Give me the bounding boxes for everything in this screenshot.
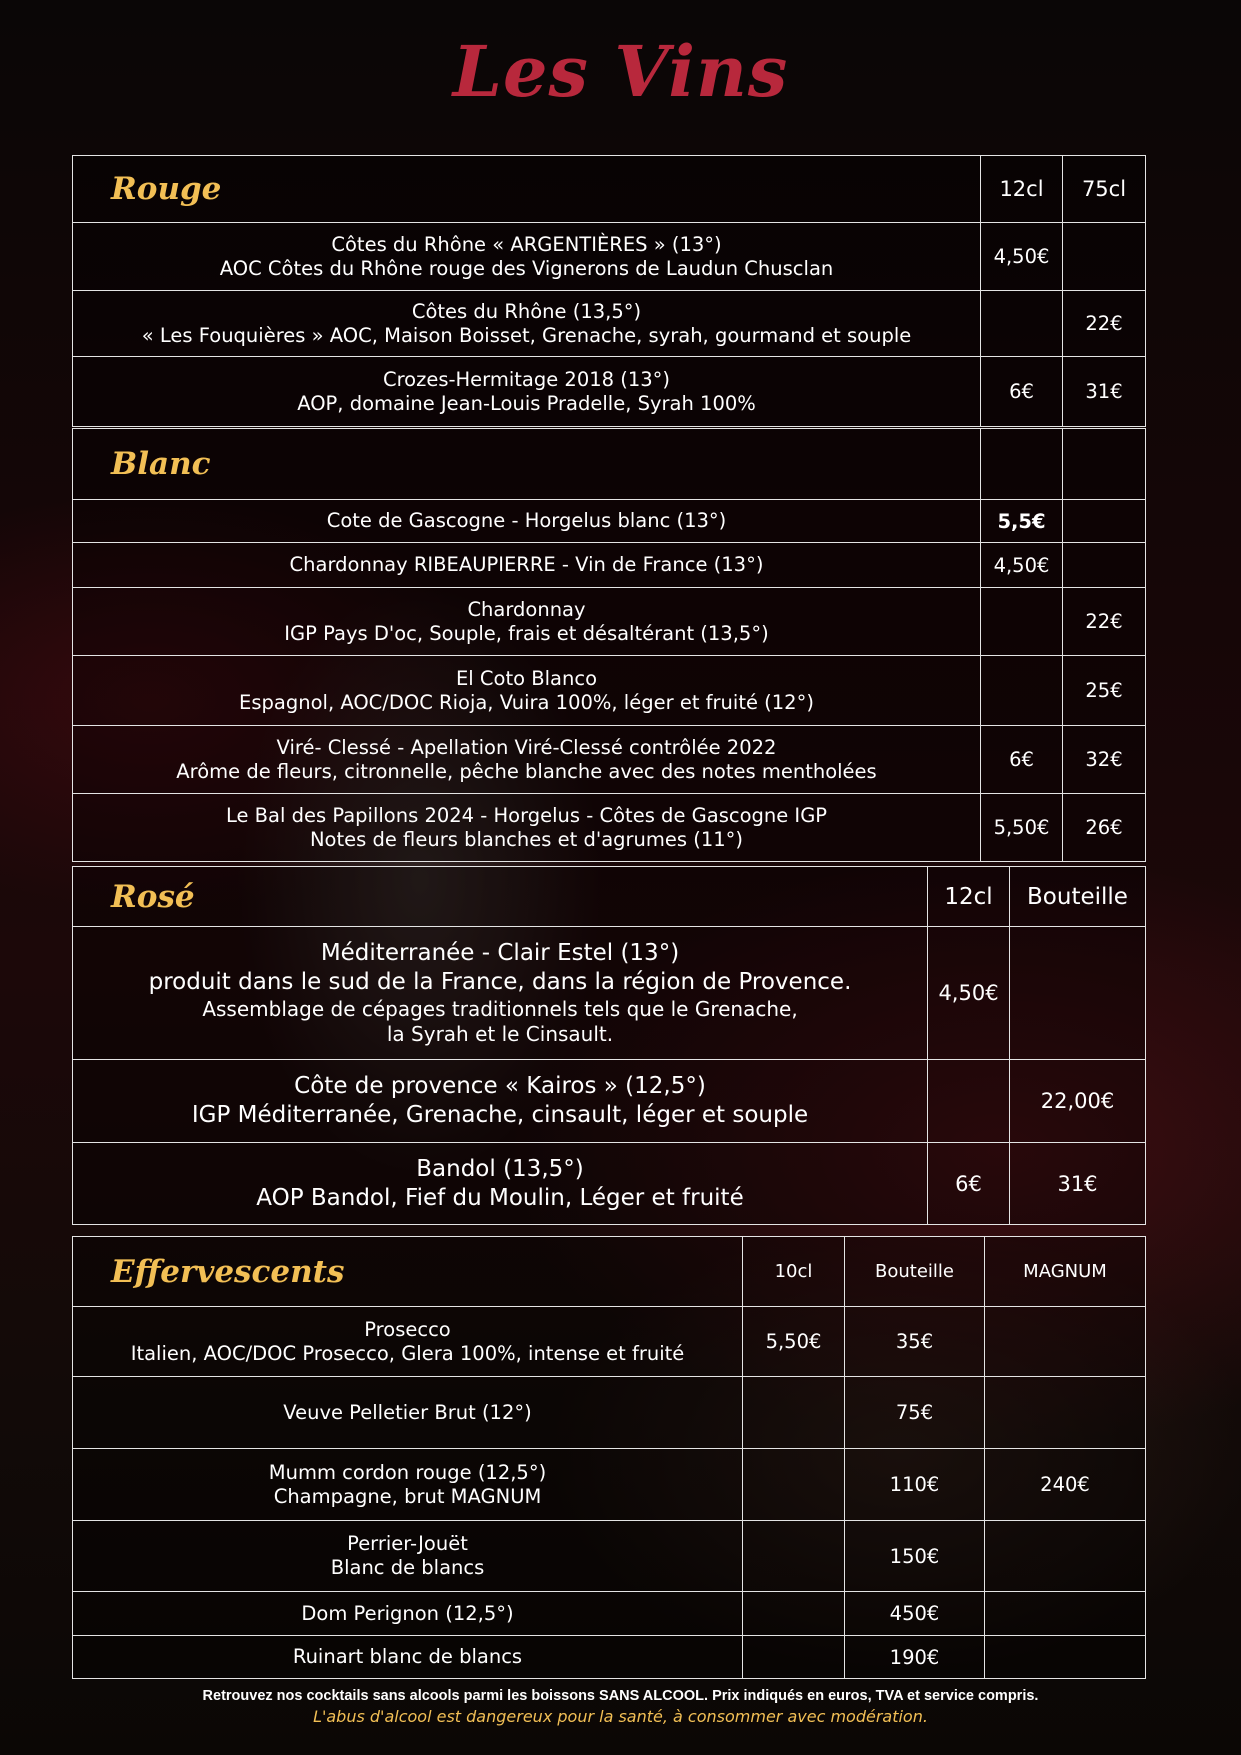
wine-description: IGP Méditerranée, Grenache, cinsault, léger et souple — [191, 1102, 809, 1128]
price-bouteille: 450€ — [845, 1592, 985, 1636]
price-12cl: 4,50€ — [928, 927, 1010, 1060]
footer-warning: L'abus d'alcool est dangereux pour la santé, à consommer avec modération. — [313, 1707, 928, 1726]
page-title: Les Vins — [452, 30, 789, 113]
price-75cl: 22€ — [1063, 291, 1146, 357]
price-12cl: 4,50€ — [981, 543, 1063, 588]
wine-description: « Les Fouquières » AOC, Maison Boisset, Grenache, syrah, gourmand et souple — [141, 323, 912, 347]
wine-row — [73, 500, 1146, 543]
wine-row — [73, 1060, 1146, 1143]
wine-description: produit dans le sud de la France, dans la région de Provence. — [148, 969, 852, 995]
wine-row — [73, 291, 1146, 357]
section-header-rose: Rosé — [73, 867, 928, 927]
price-12cl: 6€ — [928, 1143, 1010, 1225]
wine-description: Italien, AOC/DOC Prosecco, Glera 100%, intense et fruité — [130, 1341, 685, 1365]
wine-row — [73, 1636, 1146, 1679]
wine-description: la Syrah et le Cinsault. — [386, 1022, 614, 1046]
wine-name: Ruinart blanc de blancs — [292, 1645, 523, 1668]
wine-name: Dom Perignon (12,5°) — [301, 1601, 514, 1625]
price-bouteille: 110€ — [845, 1449, 985, 1521]
wine-description: Arôme de fleurs, citronnelle, pêche blanche avec des notes mentholées — [176, 759, 877, 783]
price-12cl: 5,50€ — [981, 794, 1063, 862]
price-75cl: 26€ — [1063, 794, 1146, 862]
section-header-rouge: Rouge — [73, 156, 981, 223]
price-75cl: 31€ — [1063, 357, 1146, 427]
price-75cl: 22€ — [1063, 588, 1146, 656]
price-75cl — [1063, 223, 1146, 291]
wine-name: Côte de provence « Kairos » (12,5°) — [294, 1073, 706, 1099]
wine-description: Champagne, brut MAGNUM — [273, 1484, 542, 1508]
wine-description: Assemblage de cépages traditionnels tels que le Grenache, — [202, 997, 798, 1021]
wine-row — [73, 1521, 1146, 1592]
wine-row — [73, 357, 1146, 427]
price-magnum — [985, 1377, 1146, 1449]
price-magnum: 240€ — [985, 1449, 1146, 1521]
wine-name: Chardonnay — [467, 597, 586, 621]
price-75cl: 32€ — [1063, 726, 1146, 794]
wine-name: Perrier-Jouët — [347, 1532, 468, 1555]
price-10cl — [743, 1377, 845, 1449]
price-bouteille: 150€ — [845, 1521, 985, 1592]
price-10cl — [743, 1592, 845, 1636]
price-10cl — [743, 1449, 845, 1521]
effervescents-table — [72, 1236, 1146, 1679]
wine-name: Veuve Pelletier Brut (12°) — [283, 1400, 532, 1424]
col-header-12cl: 12cl — [981, 156, 1063, 223]
wine-name: Crozes-Hermitage 2018 (13°) — [382, 367, 671, 391]
price-10cl — [743, 1636, 845, 1679]
price-bouteille: 75€ — [845, 1377, 985, 1449]
price-magnum — [985, 1521, 1146, 1592]
wine-row — [73, 794, 1146, 862]
blanc-table — [72, 428, 1146, 862]
col-header-12cl: 12cl — [928, 867, 1010, 927]
wine-name: Le Bal des Papillons 2024 - Horgelus - Côtes de Gascogne IGP — [225, 803, 828, 827]
footer-note: Retrouvez nos cocktails sans alcools parmi les boissons SANS ALCOOL. Prix indiqués en euros, TVA et service compris. — [202, 1688, 1039, 1704]
price-bouteille: 22,00€ — [1010, 1060, 1146, 1143]
wine-row — [73, 1592, 1146, 1636]
wine-name: El Coto Blanco — [455, 666, 597, 690]
wine-description: AOP Bandol, Fief du Moulin, Léger et fruité — [256, 1184, 744, 1211]
wine-row — [73, 1143, 1146, 1225]
wine-description: Blanc de blancs — [330, 1556, 485, 1579]
col-header-bouteille: Bouteille — [845, 1237, 985, 1307]
wine-name: Bandol (13,5°) — [416, 1155, 584, 1182]
wine-description: IGP Pays D'oc, Souple, frais et désaltérant (13,5°) — [284, 621, 769, 645]
col-header-bouteille: Bouteille — [1010, 867, 1146, 927]
col-header-magnum: MAGNUM — [985, 1237, 1146, 1307]
wine-name: Côtes du Rhône (13,5°) — [411, 299, 642, 323]
wine-row — [73, 1449, 1146, 1521]
wine-name: Cote de Gascogne - Horgelus blanc (13°) — [326, 509, 727, 532]
price-12cl — [928, 1060, 1010, 1143]
wine-name: Prosecco — [364, 1317, 451, 1341]
wine-name: Viré- Clessé - Apellation Viré-Clessé contrôlée 2022 — [276, 735, 777, 759]
wine-name: Chardonnay RIBEAUPIERRE - Vin de France (13°) — [289, 553, 764, 576]
wine-row — [73, 927, 1146, 1060]
wine-row — [73, 223, 1146, 291]
price-12cl — [981, 291, 1063, 357]
wine-row — [73, 588, 1146, 656]
price-magnum — [985, 1636, 1146, 1679]
rose-table — [72, 866, 1146, 1225]
col-header-75cl: 75cl — [1063, 156, 1146, 223]
section-header-effervescents: Effervescents — [73, 1237, 743, 1307]
price-bouteille — [1010, 927, 1146, 1060]
col-header-10cl: 10cl — [743, 1237, 845, 1307]
wine-description: Notes de fleurs blanches et d'agrumes (11°) — [309, 827, 744, 851]
price-12cl — [981, 588, 1063, 656]
price-75cl — [1063, 543, 1146, 588]
rouge-table — [72, 155, 1146, 427]
wine-row — [73, 656, 1146, 726]
price-10cl: 5,50€ — [743, 1307, 845, 1377]
price-75cl: 25€ — [1063, 656, 1146, 726]
price-12cl: 4,50€ — [981, 223, 1063, 291]
price-magnum — [985, 1307, 1146, 1377]
wine-name: Méditerranée - Clair Estel (13°) — [320, 940, 680, 966]
wine-row — [73, 543, 1146, 588]
price-magnum — [985, 1592, 1146, 1636]
wine-name: Côtes du Rhône « ARGENTIÈRES » (13°) — [331, 232, 722, 256]
price-12cl: 6€ — [981, 726, 1063, 794]
price-12cl: 5,5€ — [981, 500, 1063, 543]
wine-row — [73, 726, 1146, 794]
wine-description: AOP, domaine Jean-Louis Pradelle, Syrah 100% — [297, 391, 756, 415]
price-bouteille: 31€ — [1010, 1143, 1146, 1225]
wine-name: Mumm cordon rouge (12,5°) — [268, 1460, 547, 1484]
wine-description: Espagnol, AOC/DOC Rioja, Vuira 100%, léger et fruité (12°) — [239, 690, 814, 714]
wine-description: AOC Côtes du Rhône rouge des Vignerons de Laudun Chusclan — [219, 256, 834, 280]
price-12cl — [981, 656, 1063, 726]
wine-row — [73, 1307, 1146, 1377]
price-75cl — [1063, 500, 1146, 543]
price-12cl: 6€ — [981, 357, 1063, 427]
price-bouteille: 190€ — [845, 1636, 985, 1679]
section-header-blanc: Blanc — [73, 429, 981, 500]
wine-row — [73, 1377, 1146, 1449]
price-bouteille: 35€ — [845, 1307, 985, 1377]
price-10cl — [743, 1521, 845, 1592]
